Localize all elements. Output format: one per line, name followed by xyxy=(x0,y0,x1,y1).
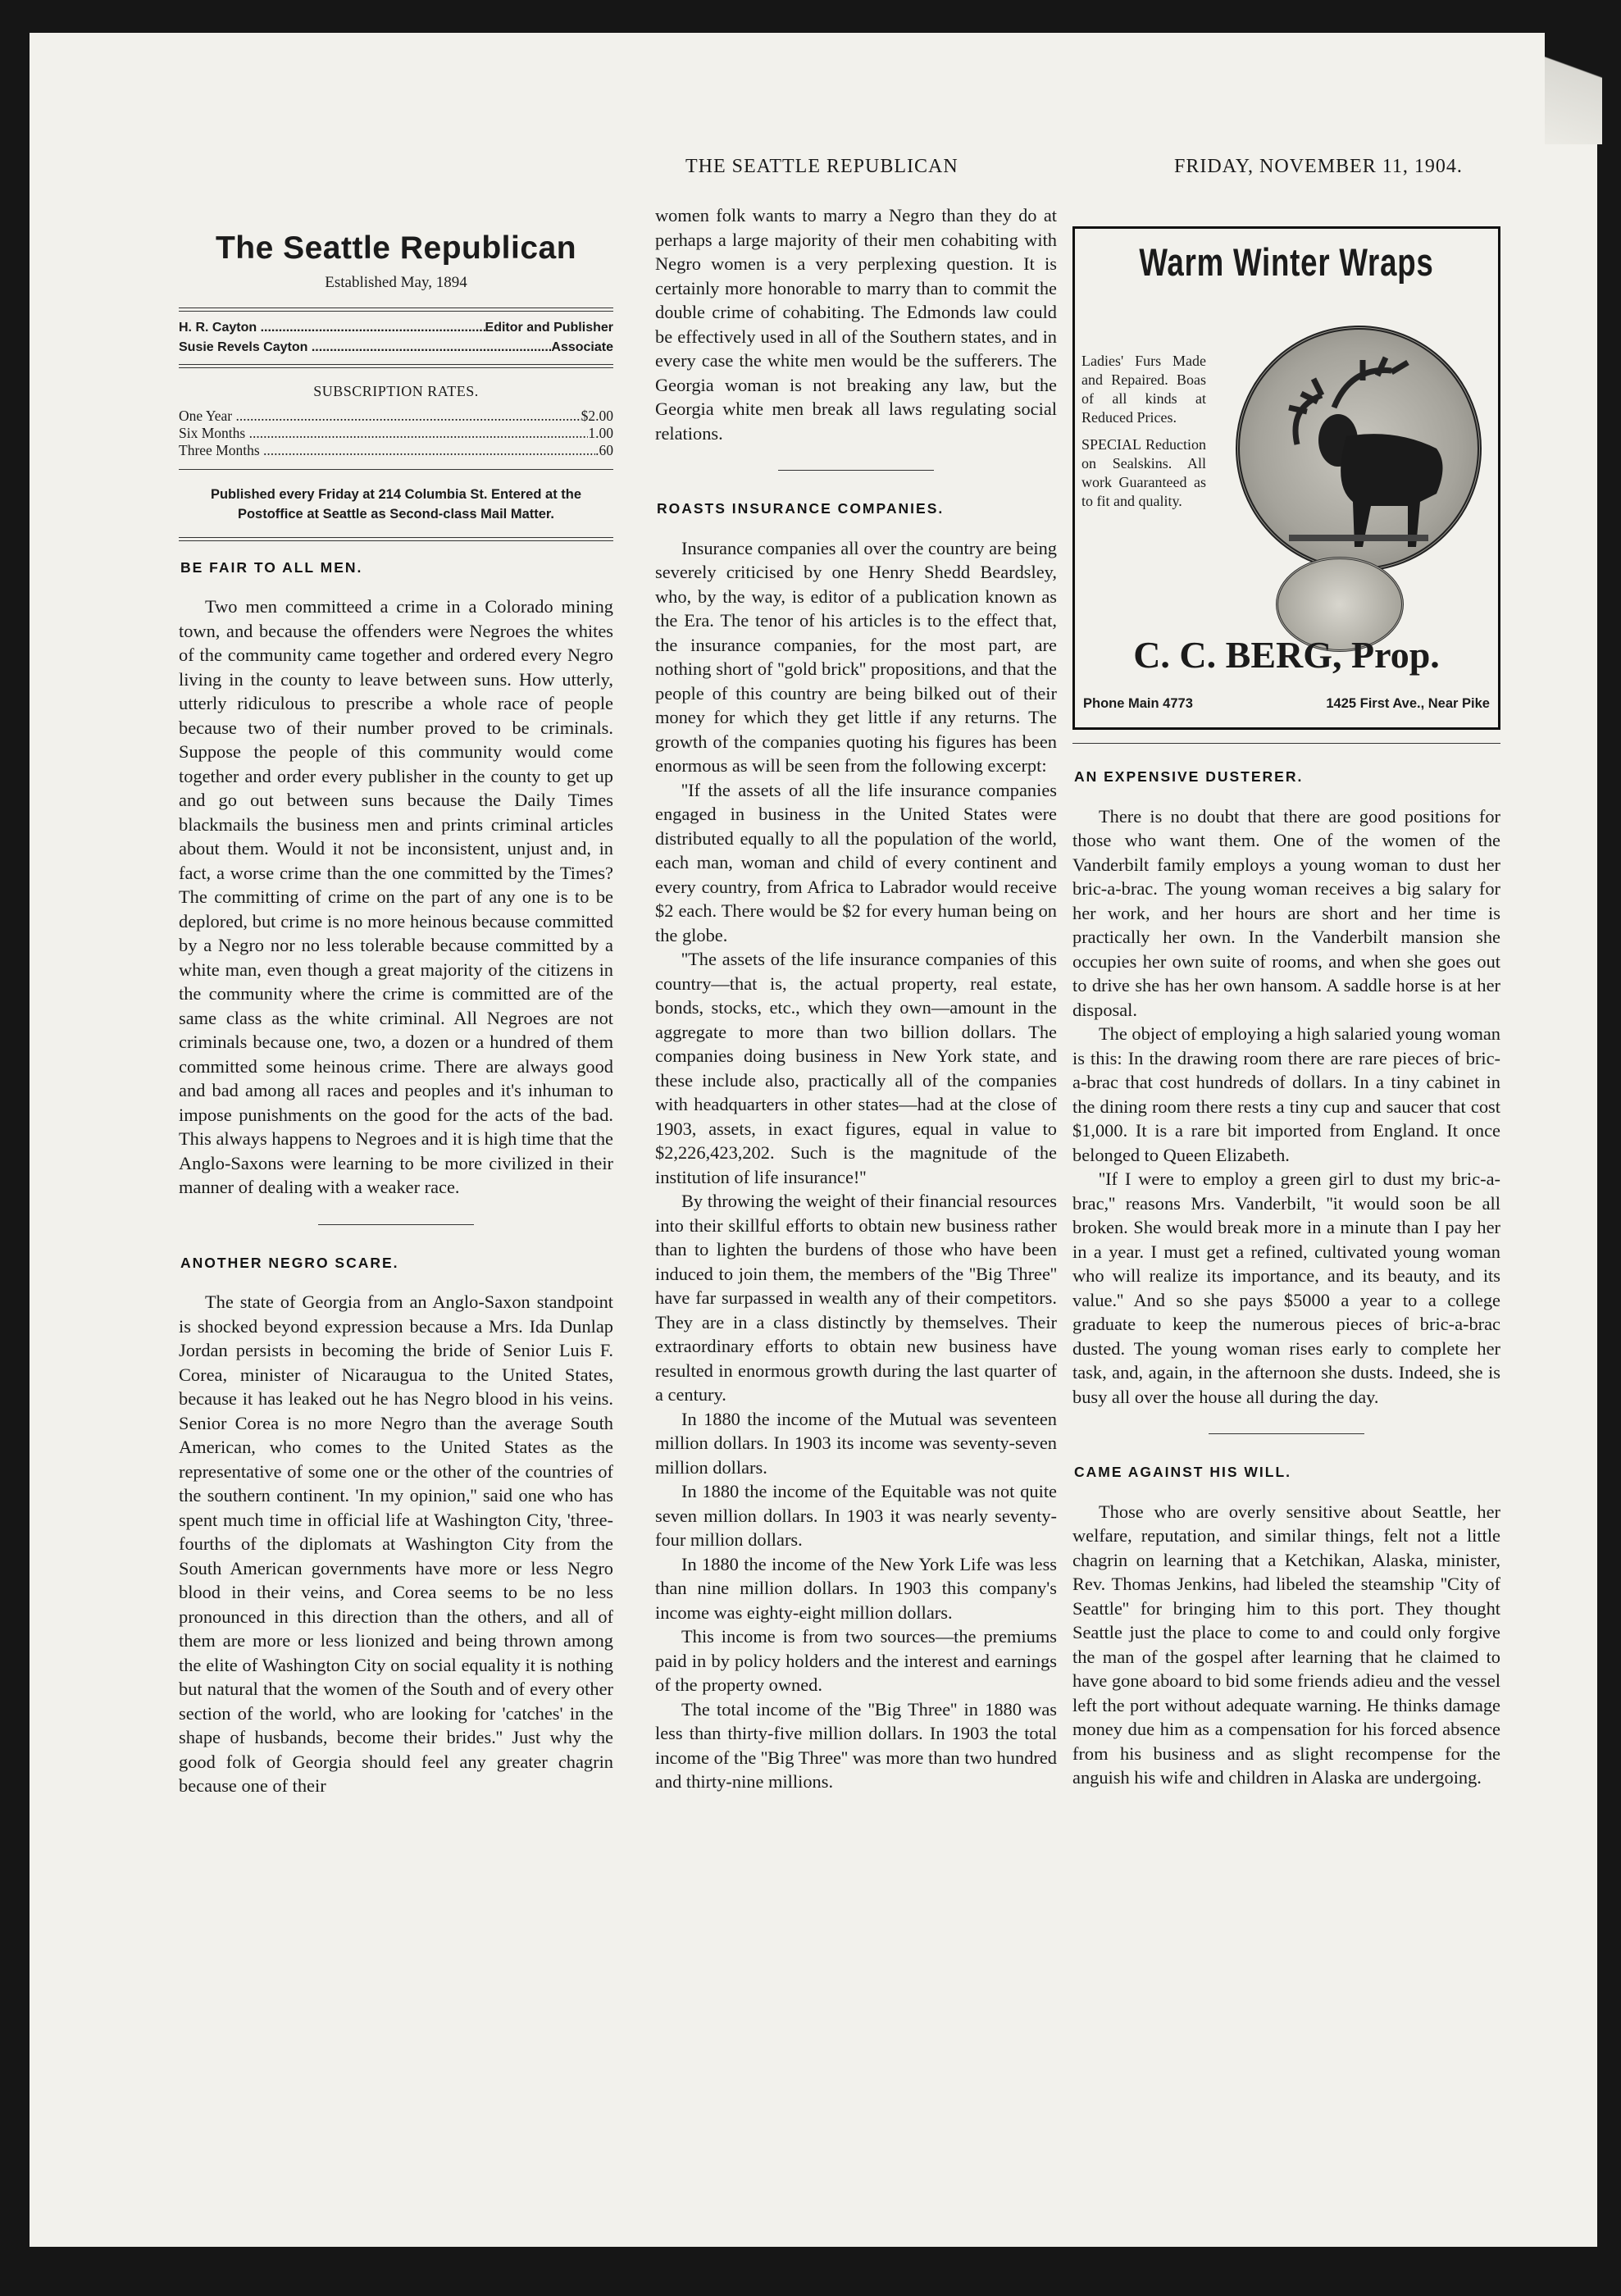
advertisement-box xyxy=(1072,226,1500,730)
article-title: ANOTHER NEGRO SCARE. xyxy=(180,1254,399,1271)
staff-list xyxy=(179,318,613,358)
ad-description xyxy=(1081,352,1206,519)
column-3 xyxy=(1072,205,1500,1790)
newspaper-page xyxy=(30,33,1597,2247)
rate-row: One Year ..... $2.00 xyxy=(179,408,613,425)
article-paragraph: There is no doubt that there are good positions for those who want them. One of the women of the Vanderbilt family employs a young woman to dust her bric-a-brac. The young woman receives a big salary for her work, and her hours are short and her time is practically her own. In the Vanderbilt mansion she occupies her own suite of rooms, and when she goes out to drive she has her own hansom. A saddle horse is at her disposal. xyxy=(1072,805,1500,1020)
article-paragraph: In 1880 the income of the New York Life was less than nine million dollars. In 1903 this company's income was eighty-eight million dollars. xyxy=(655,1553,1057,1623)
article-paragraph: The total income of the ''Big Three'' in 1880 was less than thirty-five million dollars. In 1903 the total income of the ''Big Three'' was more than two hundred and thirty-nine millions. xyxy=(655,1698,1057,1792)
article-title: CAME AGAINST HIS WILL. xyxy=(1074,1464,1292,1480)
article-paragraph: In 1880 the income of the Mutual was seventeen million dollars. In 1903 its income was seventy-seven million dollars. xyxy=(655,1408,1057,1478)
rule xyxy=(1072,743,1500,744)
ad-address: 1425 First Ave., Near Pike xyxy=(1326,696,1490,711)
article-title: BE FAIR TO ALL MEN. xyxy=(180,558,363,576)
article-title: ROASTS INSURANCE COMPANIES. xyxy=(657,500,945,517)
running-head-title: THE SEATTLE REPUBLICAN xyxy=(685,156,958,177)
masthead-title: The Seattle Republican xyxy=(215,230,577,266)
moose-illustration xyxy=(1236,326,1482,572)
article-paragraph: ''If I were to employ a green girl to dust my bric-a-brac,'' reasons Mrs. Vanderbilt, ''it would soon be all broken. She would break more in a minute than I pay her in a year. I must get a refined, cultivated young woman who will realize its importance, and its beauty, and its value.'' And so she pays $5000 a year to a college graduate to keep the numerous pieces of bric-a-brac dusted. The young woman rises early to complete her task, and, again, in the afternoon she dusts. Indeed, she is busy all over the house all during the day. xyxy=(1072,1168,1500,1407)
article-paragraph: In 1880 the income of the Equitable was not quite seven million dollars. In 1903 it was nearly seventy-four million dollars. xyxy=(655,1481,1057,1550)
masthead-established: Established May, 1894 xyxy=(325,273,467,291)
double-rule xyxy=(179,364,613,368)
article-paragraph: Insurance companies all over the country are being severely criticised by one Henry Shedd Beardsley, who, by the way, is editor of a publication known as the Era. The tenor of his articles is to the effect that, the insurance companies, for the most part, are nothing short of ''gold brick'' propositions, and that the people of this country are being bilked out of their money for which they get little if any returns. The growth of the companies quoting his figures has been enormous as will be seen from the following excerpt: xyxy=(655,537,1057,776)
article-paragraph: This income is from two sources—the premiums paid in by policy holders and the interest and earnings of the property owned. xyxy=(655,1626,1057,1695)
double-rule xyxy=(179,308,613,312)
article-title: AN EXPENSIVE DUSTERER. xyxy=(1074,768,1304,785)
staff-row: H. R. Cayton ..... Editor and Publisher xyxy=(179,318,613,338)
double-rule xyxy=(179,537,613,541)
separator-rule xyxy=(778,470,934,471)
ad-title: Warm Winter Wraps xyxy=(1139,240,1434,284)
ad-text: Ladies' Furs Made and Repaired. Boas of all kinds at Reduced Prices. xyxy=(1081,353,1206,426)
ad-phone: Phone Main 4773 xyxy=(1083,696,1193,711)
rule xyxy=(179,469,613,470)
column-2 xyxy=(655,203,1057,1794)
moose-icon xyxy=(1240,330,1478,567)
ad-proprietor: C. C. BERG, Prop. xyxy=(1133,634,1440,676)
publication-note: Published every Friday at 214 Columbia St. Entered at the Postoffice at Seattle as Second-class Mail Matter. xyxy=(210,486,582,522)
running-head-date: FRIDAY, NOVEMBER 11, 1904. xyxy=(1174,156,1463,177)
rate-row: Six Months ..... 1.00 xyxy=(179,425,613,442)
subscription-heading: SUBSCRIPTION RATES. xyxy=(313,383,479,399)
article-paragraph: ''The assets of the life insurance companies of this country—that is, the actual property, real estate, bonds, stocks, etc., which they own—amount in the aggregate to more than two billion dollars. The companies doing business in New York state, and these include also, practically all of the companies with headquarters in other states—had at the close of 1903, assets, in exact figures, equal in value to $2,226,423,202. Such is the magnitude of the institution of life insurance!'' xyxy=(655,949,1057,1187)
article-paragraph: Two men committeed a crime in a Colorado mining town, and because the offenders were Negroes the whites of the community came together and ordered every Negro living in the county to leave between suns. How utterly, utterly ridiculous to prescribe a whole race of people because two of their number proved to be criminals. Suppose the people of this community would come together and order every publisher in the county to get up and go out between suns because the Daily Times blackmails the business men and prints criminal articles about them. Would it not be inconsistent, unjust and, in fact, a worse crime than the one committed by the Times? The committing of crime on the part of any one is to be deplored, but crime is no more heinous because committed by a Negro nor no less tolerable because committed by a white man, even though a great majority of the citizens in the community where the crime is committed are of the same class as the white criminal. All Negroes are not criminals because one, two, a dozen or a hundred of them committed some heinous crime. There are always good and bad among all races and peoples and it's inhuman to impose punishments on the good for the acts of the bad. This always happens to Negroes and it is high time that the Anglo-Saxons were learning to be more civilized in their manner of dealing with a weaker race. xyxy=(179,596,613,1197)
article-continuation: women folk wants to marry a Negro than they do at perhaps a large majority of their men cohabiting with Negro women is a very perplexing question. It is certainly more honorable to marry than to commit the double crime of cohabiting. The Edmonds law could be effectively used in all of the Southern states, and in every case the white men would be the sufferers. The Georgia woman is not breaking any law, but the Georgia white men break all laws regulating social relations. xyxy=(655,205,1057,444)
ad-text: SPECIAL Reduction on Sealskins. All work Guaranteed as to fit and quality. xyxy=(1081,436,1206,509)
article-paragraph: ''If the assets of all the life insurance companies engaged in business in the United States were distributed equally to all the population of the world, each man, woman and child of every continent and every country, from Africa to Labrador would receive $2 each. There would be $2 for every human being on the globe. xyxy=(655,779,1057,945)
torn-corner xyxy=(1545,30,1602,144)
article-paragraph: By throwing the weight of their financial resources into their skillful efforts to obtain new business rather than to lighten the burdens of those who have been induced to join them, the members of the ''Big Three'' have far surpassed in wealth any of their competitors. They are in a class distinctly by themselves. Their extraordinary efforts to obtain new business have resulted in enormous growth during the last quarter of a century. xyxy=(655,1191,1057,1405)
article-paragraph: Those who are overly sensitive about Seattle, her welfare, reputation, and similar things, felt not a little chagrin on learning that a Ketchikan, Alaska, minister, Rev. Thomas Jenkins, had libeled the steamship ''City of Seattle'' for bringing him to this port. They thought Seattle just the place to come to and could only forgive the man of the gospel after learning that he claimed to have gone aboard to bid some friends adieu and the vessel left the port without adequate warning. He thinks damage money due him as a compensation for his forced absence from his business and as slight recompense for the anguish his wife and children in Alaska are undergoing. xyxy=(1072,1501,1500,1788)
staff-row: Susie Revels Cayton ..... Associate xyxy=(179,338,613,358)
article-paragraph: The object of employing a high salaried young woman is this: In the drawing room there are rare pieces of bric-a-brac that cost hundreds of dollars. In a tiny cabinet in the dining room there rests a tiny cup and saucer that cost $1,000. It is a rare bit imported from England. It once belonged to Queen Elizabeth. xyxy=(1072,1023,1500,1165)
separator-rule xyxy=(318,1224,474,1225)
ad-footer xyxy=(1083,692,1490,717)
rates-list xyxy=(179,408,613,459)
rate-row: Three Months ..... .60 xyxy=(179,442,613,459)
separator-rule xyxy=(1209,1433,1364,1434)
column-1 xyxy=(179,230,613,1798)
article-paragraph: The state of Georgia from an Anglo-Saxon standpoint is shocked beyond expression because a Mrs. Ida Dunlap Jordan persists in becoming the bride of Senior Luis F. Corea, minister of Nicaraugua to the United States, because it has leaked out he has Negro blood in his veins. Senior Corea is no more Negro than the average South American, who comes to the United States as the representative of some one or the other of the countries of the southern continent. 'In my opinion,'' said one who has spent much time in official life at Washington City, 'three-fourths of the diplomats at Washington City from the South American governments have more or less Negro blood in their veins, and Corea seems to be no less pronounced in this direction than the others, and all of them are more or less lionized and being thrown among the elite of Washington City on social equality it is nothing but natural that the women of the South and of every other section of the world, who are looking for 'catches' in the shape of husbands, become their brides.'' Just why the good folk of Georgia should feel any greater chagrin because one of their xyxy=(179,1292,613,1796)
